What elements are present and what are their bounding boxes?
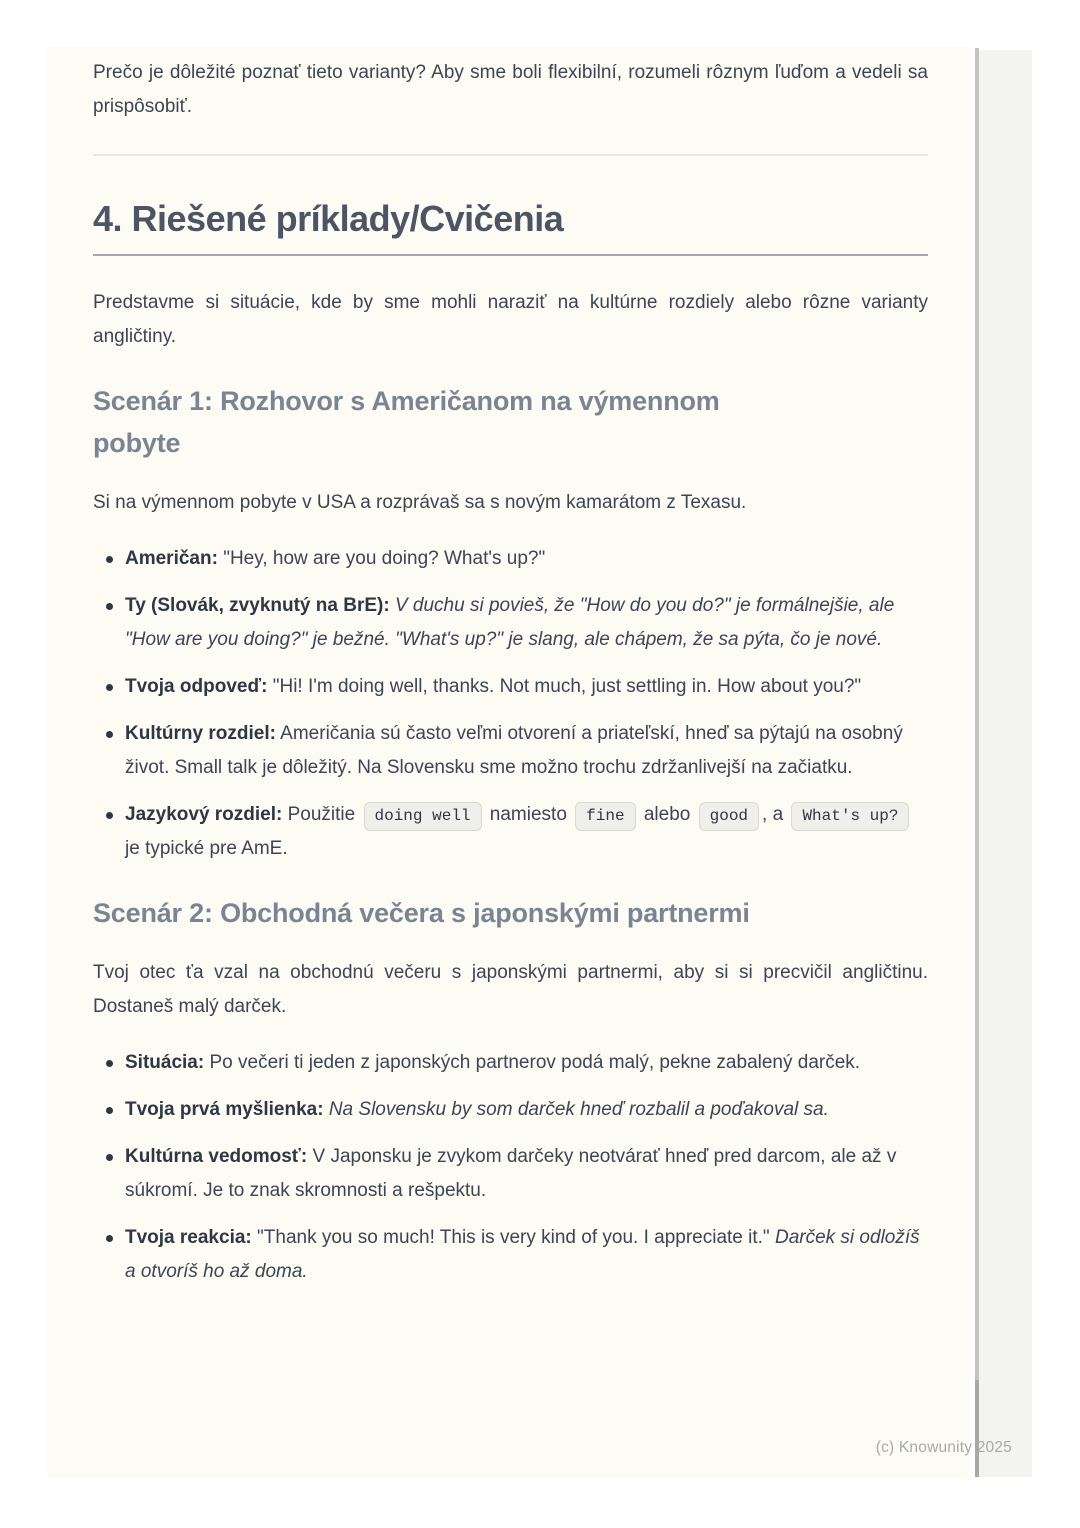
bullet-icon [106, 684, 113, 691]
text-segment-text: V Japonsku je zvykom darčeky neotvárať hneď pred darcom, ale až v súkromí. Je to znak skromnosti a rešpektu. [125, 1146, 897, 1201]
bullet-icon [106, 1060, 113, 1067]
list-item-text [125, 1093, 928, 1127]
list-item-content [218, 548, 545, 569]
text-segment-italic: Darček si odložíš a otvoríš ho až doma. [125, 1227, 920, 1282]
list-item-content [204, 1052, 860, 1073]
text-segment-text: Použitie [282, 804, 361, 825]
list-item [93, 1140, 928, 1208]
list-item [93, 1093, 928, 1127]
text-segment-text: je typické pre AmE. [125, 838, 288, 859]
list-item-label: Kultúrny rozdiel: [125, 723, 276, 744]
text-segment-text: "Hey, how are you doing? What's up?" [217, 548, 546, 569]
intro-paragraph: Prečo je dôležité poznať tieto varianty? Aby sme boli flexibilní, rozumeli rôznym ľuďom a vedeli sa prispôsobiť. [93, 62, 928, 117]
list-item-text [125, 542, 928, 576]
inline-code-chip: What's up? [791, 802, 909, 831]
clipped-text-fragment [93, 47, 928, 52]
list-item-label: Jazykový rozdiel: [125, 804, 283, 825]
list-item-text [125, 1140, 928, 1208]
scenario-1-heading: Scenár 1: Rozhovor s Američanom na výmennom pobyte [93, 386, 720, 458]
scenario-2-heading: Scenár 2: Obchodná večera s japonskými partnermi [93, 898, 750, 928]
lead-paragraph: Predstavme si situácie, kde by sme mohli naraziť na kultúrne rozdiely alebo rôzne varianty angličtiny. [93, 292, 928, 347]
bullet-icon [106, 731, 113, 738]
bullet-icon [106, 1235, 113, 1242]
page-title: 4. Riešené príklady/Cvičenia [93, 196, 928, 256]
scenario-1-section [93, 380, 928, 866]
scenario-2-section [93, 892, 928, 1289]
text-segment-italic: Na Slovensku by som darček hneď rozbalil a poďakoval sa. [323, 1099, 829, 1120]
list-item-text [125, 1221, 928, 1289]
list-item-text [125, 1046, 928, 1080]
inline-code-chip: fine [575, 802, 635, 831]
list-item [93, 589, 928, 657]
inline-code-chip: good [699, 802, 759, 831]
section-divider [93, 154, 928, 156]
list-item [93, 1046, 928, 1080]
text-segment-text: Američania sú často veľmi otvorení a priateľskí, hneď sa pýtajú na osobný život. Small talk je dôležitý. Na Slovensku sme možno trochu zdržanlivejší na začiatku. [125, 723, 903, 778]
text-segment-text: namiesto [484, 804, 573, 825]
list-item-text [125, 670, 928, 704]
scenario-2-list [93, 1046, 928, 1289]
inline-code-chip: doing well [364, 802, 482, 831]
scrollbar-thumb[interactable] [975, 1380, 979, 1477]
list-item-text [125, 589, 928, 657]
bullet-icon [106, 556, 113, 563]
document-content-area [47, 47, 970, 1477]
list-item [93, 670, 928, 704]
list-item-label: Kultúrna vedomosť: [125, 1146, 308, 1167]
list-item-text [125, 798, 928, 866]
bullet-icon [106, 603, 113, 610]
copyright-watermark: (c) Knowunity 2025 [875, 1439, 1012, 1456]
text-segment-italic: V duchu si povieš, že "How do you do?" je formálnejšie, ale "How are you doing?" je bežné. "What's up?" je slang, ale chápem, že sa pýta, čo je nové. [125, 595, 895, 650]
list-item [93, 1221, 928, 1289]
list-item-content [324, 1099, 829, 1120]
bullet-icon [106, 1154, 113, 1161]
text-segment-text: "Thank you so much! This is very kind of you. I appreciate it." [251, 1227, 775, 1248]
scenario-1-intro: Si na výmennom pobyte v USA a rozprávaš sa s novým kamarátom z Texasu. [93, 492, 747, 513]
list-item-text [125, 717, 928, 785]
text-segment-text: alebo [638, 804, 696, 825]
list-item [93, 542, 928, 576]
clipped-previous-line [93, 47, 928, 52]
text-segment-text: , a [762, 804, 789, 825]
list-item-label: Tvoja odpoveď: [125, 676, 268, 697]
scenario-2-intro: Tvoj otec ťa vzal na obchodnú večeru s japonskými partnermi, aby si si precvičil angličtinu. Dostaneš malý darček. [93, 962, 928, 1017]
list-item [93, 798, 928, 866]
bullet-icon [106, 812, 113, 819]
list-item-label: Situácia: [125, 1052, 205, 1073]
list-item-label: Američan: [125, 548, 218, 569]
list-item-content [267, 676, 861, 697]
page-edge-divider [975, 48, 979, 1380]
list-item-label: Tvoja reakcia: [125, 1227, 252, 1248]
text-segment-text: Po večeri ti jeden z japonských partnerov podá malý, pekne zabalený darček. [204, 1052, 861, 1073]
scrollbar-track[interactable] [979, 50, 1032, 1477]
list-item [93, 717, 928, 785]
list-item-label: Ty (Slovák, zvyknutý na BrE): [125, 595, 390, 616]
scenario-1-list [93, 542, 928, 866]
text-segment-text: "Hi! I'm doing well, thanks. Not much, just settling in. How about you?" [267, 676, 862, 697]
list-item-label: Tvoja prvá myšlienka: [125, 1099, 324, 1120]
bullet-icon [106, 1107, 113, 1114]
